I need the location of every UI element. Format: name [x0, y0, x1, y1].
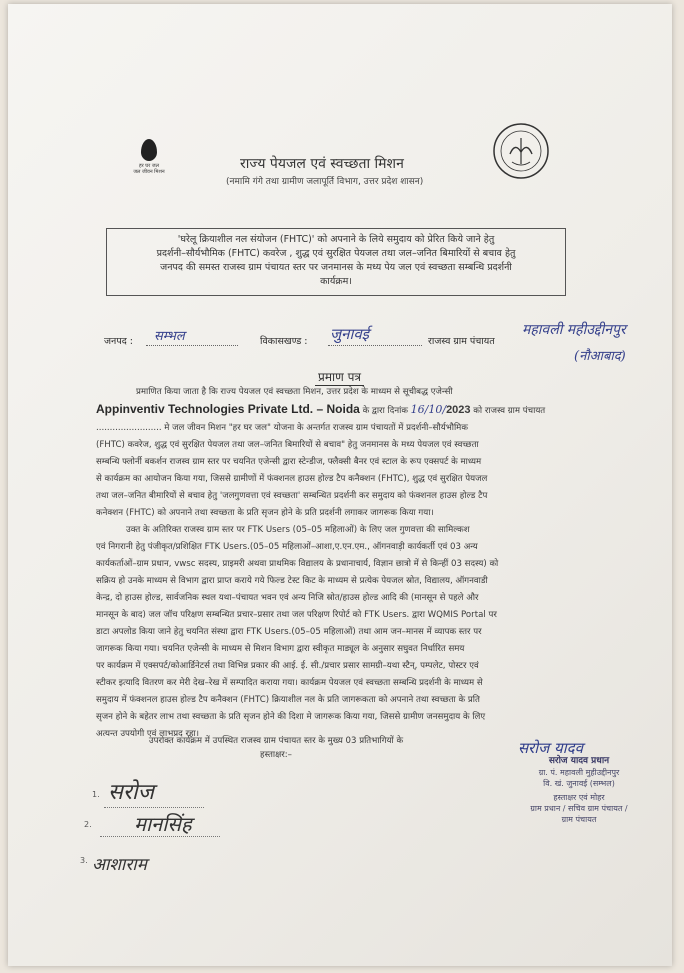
certificate-paragraph-2 — [96, 522, 656, 743]
district-label: जनपद : — [104, 336, 133, 347]
text-line: उपरोक्त कार्यक्रम में उपस्थित राजस्व ग्राम पंचायत स्तर के मुख्य 03 प्रतिभागियों के — [148, 736, 404, 746]
program-line: 'घरेलू क्रियाशील नल संयोजन (FHTC)' को अपनाने के लिये समुदाय को प्रेरित किये जाने हेतु — [177, 234, 495, 245]
text-line: सक्रिय हो उनके माध्यम से विभाग द्वारा प्राप्त कराये गये फिल्ड टेस्ट किट के माध्यम से प्रत्येक पेयजल स्रोत, विद्यालय, ऑगनवाडी — [96, 576, 488, 586]
participants-note — [96, 734, 456, 762]
text-line: केन्द्र, दो हाउस होल्ड, सार्वजनिक स्थल यथा–पंचायत भवन एवं अन्य निजि स्रोत/हाउस होल्ड आदि की (मानसून से पहले और — [96, 593, 479, 603]
text-line: स्टीकर इत्यादि वितरण कर मेरी देख–रेख में सम्पादित कराया गया। कार्यक्रम पेयजल एवं स्वच्छता सम्बन्धि प्रदर्शनी के माध्यम से — [96, 678, 483, 688]
text-fragment: के द्वारा दिनांक — [362, 406, 408, 416]
pradhan-name: सरोज यादव प्रधान — [548, 756, 610, 766]
pradhan-block: वि. खं. जुनावई (सम्भल) — [543, 779, 615, 788]
text-line — [96, 401, 656, 420]
certificate-title: प्रमाण पत्र — [315, 368, 364, 386]
text-line: ........................ मे जल जीवन मिशन "हर घर जल" योजना के अन्तर्गत राजस्व ग्राम पंचायतों में प्रदर्शनी–सौर्यभौमिक — [96, 423, 468, 433]
date-year: 2023 — [446, 404, 471, 416]
text-line: तथा जल–जनित बीमारियों से बचाव हेतु 'जलगुणवत्ता एवं स्वच्छता' सम्बन्धित प्रदर्शनी कर समुदाय को फंक्शनल हाउस होल्ड टैप — [96, 491, 488, 501]
text-line: कार्यकर्ताओं–ग्राम प्रधान, vwsc सदस्य, प्राइमरी अथवा प्राथमिक विद्यालय के प्रधानाचार्य, विज्ञान छात्रो में से किन्हीं 03 सदस्य) को — [96, 559, 499, 569]
district-value: सम्भल — [154, 329, 185, 344]
text-line: मानसून के बाद) जल जॉच परिक्षण सम्बन्धित प्रचार–प्रसार तथा जल परिक्षण रिपोर्ट को FTK Users. द्वारा WQMIS Portal पर — [96, 610, 497, 620]
program-line: जनपद की समस्त राजस्व ग्राम पंचायत स्तर पर जनमानस के मध्य पेय जल एवं स्वच्छता सम्बन्धि प्रदर्शनी — [160, 262, 512, 273]
text-line: डाटा अपलोड किया जाने हेतु चयनित संस्था द्वारा FTK Users.(05–05 महिलाओं) तथा आम जन–मानस में व्यापक स्तर पर — [96, 627, 482, 637]
water-drop-icon — [141, 139, 157, 161]
text-line: (FHTC) कवरेज, शुद्ध एवं सुरक्षित पेयजल तथा जल–जनित बिमारियों से बचाव" हेतु जनमानस के मध्य पेयजल एवं स्वच्छता — [96, 440, 479, 450]
program-line: प्रदर्शनी–सौर्यभौमिक (FHTC) कवरेज , शुद्ध एवं सुरक्षित पेयजल तथा जल–जनित बिमारियों से बचाव हेतु — [156, 248, 516, 259]
text-line: जागरूक किया गया। चयनित एजेन्सी के माध्यम से मिशन विभाग द्वारा स्वीकृत माड्यूल के अनुसार सघुवत निर्धारित समय — [96, 644, 465, 654]
agency-name: Appinventiv Technologies Private Ltd. – Noida — [96, 402, 360, 416]
text-line: से कार्यक्रम का आयोजन किया गया, जिससे ग्रामीणों में फंक्शनल हाउस होल्ड टैप कनैक्शन (FHTC), शुद्ध एवं सुरक्षित पेयजल — [96, 474, 488, 484]
participant-number: 3. — [80, 856, 88, 865]
participant-2-signature: मानसिंह — [134, 812, 192, 836]
text-line: उक्त के अतिरिक्त राजस्व ग्राम स्तर पर FTK Users (05–05 महिलाओं) के लिए जल गुणवत्ता की सामिल्कश — [126, 525, 470, 535]
text-line: समुदाय में फंक्शनल हाउस होल्ड टैप कनैक्शन (FHTC) क्रियाशील नल के प्रति जागरूकता को अपनाने तथा स्वच्छता के प्रति — [96, 695, 480, 705]
text-line: प्रमाणित किया जाता है कि राज्य पेयजल एवं स्वच्छता मिशन, उत्तर प्रदेश के माध्यम से सूचीबद्ध एजेन्सी — [136, 387, 453, 397]
text-line: सम्बन्धि फ्लोर्नी बकर्शन राजस्व ग्राम स्तर पर चयनित एजेन्सी द्वारा स्टेन्डीज, फ्लैक्सी बैनर एवं स्टाल के रूप एक्सपर्ट के माध्यम — [96, 457, 482, 467]
text-line: एवं निगरानी हेतु पंजीकृत/प्रशिक्षित FTK Users.(05–05 महिलाओं–आशा,ए.एन.एम., ऑगनवाड़ी कार्यकर्ती एवं 03 अन्य — [96, 542, 478, 552]
pradhan-stamp — [484, 756, 674, 825]
participant-1-signature: सरोज — [108, 780, 154, 805]
certificate-page — [8, 4, 672, 966]
text-line: कनेक्शन (FHTC) को अपनाने तथा स्वच्छता के प्रति सृजन होने के प्रति प्रदर्शनी लगाकर जागरूक किया गया। — [96, 508, 434, 518]
text-fragment: को राजस्व ग्राम पंचायत — [473, 406, 546, 416]
logo-tagline: हर घर जल जल जीवन मिशन — [133, 163, 165, 175]
pradhan-role: ग्राम पंचायत — [561, 815, 597, 824]
participant-number: 1. — [92, 790, 100, 799]
pradhan-signature: सरोज यादव — [518, 739, 583, 757]
mission-subtitle: (नमामि गंगे तथा ग्रामीण जलापूर्ति विभाग, उत्तर प्रदेश शासन) — [226, 177, 424, 187]
program-line: कार्यक्रम। — [320, 276, 352, 287]
participant-number: 2. — [84, 820, 92, 829]
mission-title: राज्य पेयजल एवं स्वच्छता मिशन — [240, 156, 404, 172]
block-value: जुनावई — [330, 325, 370, 343]
date-handwritten: 16/10/ — [410, 403, 447, 416]
seal-label: हस्ताक्षर एवं मोहर — [553, 793, 605, 802]
up-government-seal-icon — [492, 122, 550, 180]
location-fields — [104, 322, 674, 368]
certificate-paragraph-1 — [96, 384, 656, 522]
pradhan-village: ग्रा. पं. महावली मुहीउद्दीनपुर — [538, 768, 620, 777]
text-line: हस्ताक्षर:– — [260, 750, 292, 760]
pradhan-role: ग्राम प्रधान / सचिव ग्राम पंचायत / — [530, 804, 628, 813]
panchayat-value-2: (नौआबाद) — [574, 349, 626, 364]
program-description-box — [106, 228, 566, 296]
text-line: सृजन होने के बहेतर लाभ तथा स्वच्छता के प्रति सृजन होने की दिशा मे जागरूक किया गया, जिससे ग्रामीण जनसमुदाय के लिए — [96, 712, 486, 722]
har-ghar-jal-logo — [126, 139, 172, 175]
panchayat-label: राजस्व ग्राम पंचायत — [428, 336, 495, 347]
participant-3-signature: आशाराम — [92, 855, 147, 875]
panchayat-value: महावली महीउद्दीनपुर — [522, 322, 626, 338]
text-line: पर कार्यक्रम में एक्सपर्ट/कोआर्डिनेटर्स तथा विभिन्न प्रकार की आई. ई. सी./प्रचार प्रसार सामग्री–यथा स्टैन्, पम्पलेट, पोस्टर एवं — [96, 661, 479, 671]
text-line: अत्यन्त उपयोगी एवं लाभप्रद रहा। — [96, 729, 200, 739]
block-label: विकासखण्ड : — [260, 336, 308, 347]
